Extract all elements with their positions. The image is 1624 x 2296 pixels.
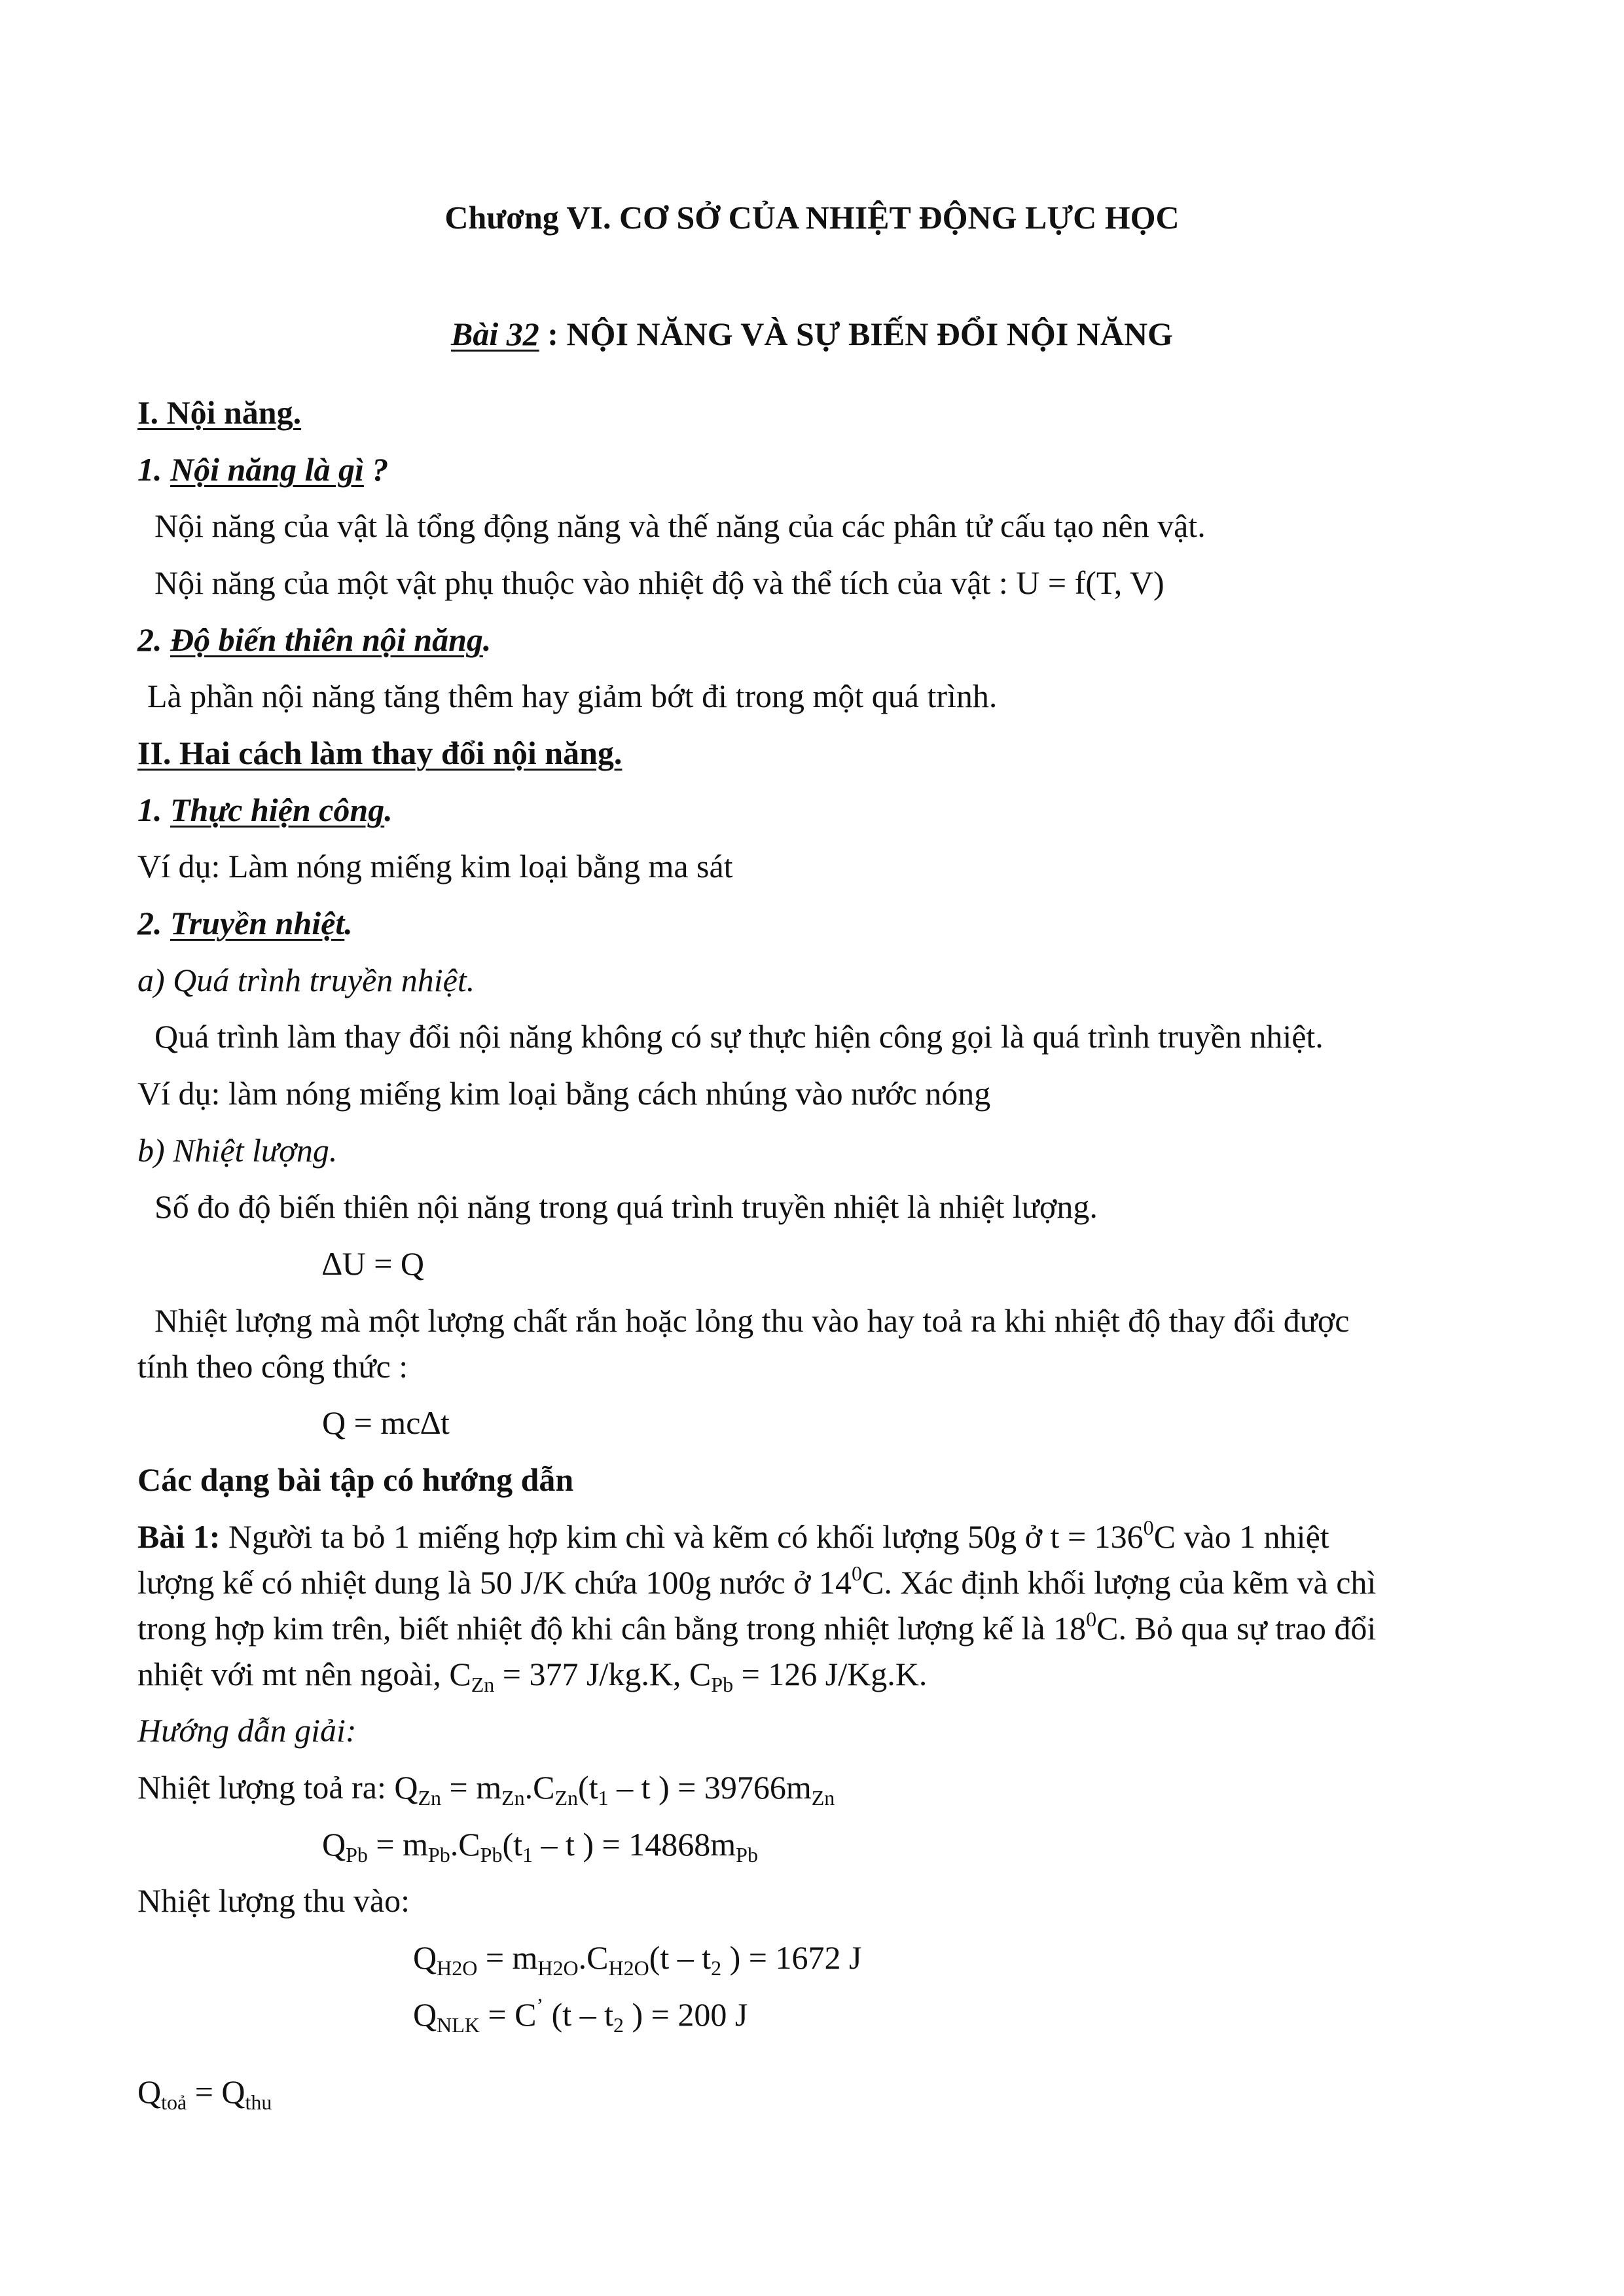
subscript: Pb [346, 1843, 368, 1867]
exercises-heading: Các dạng bài tập có hướng dẫn [137, 1461, 574, 1498]
section-1-heading: I. Nội năng. [137, 394, 302, 431]
text-run: lượng kế có nhiệt dung là 50 J/K chứa 100g nước ở 14 [137, 1564, 852, 1601]
subscript: Zn [501, 1786, 525, 1810]
subheading-num: 2. [137, 621, 170, 658]
subscript: toả [161, 2090, 187, 2114]
section-2-heading: II. Hai cách làm thay đổi nội năng. [137, 735, 623, 771]
text-run: = m [477, 1939, 538, 1976]
subscript: Pb [428, 1843, 450, 1867]
equation-q-pb [322, 1825, 758, 1867]
subheading-title: Độ biến thiên nội năng [170, 621, 483, 658]
subscript: Zn [554, 1786, 579, 1810]
subscript: 2 [613, 2013, 624, 2037]
subheading-1-1 [137, 450, 388, 489]
superscript: 0 [1086, 1607, 1097, 1631]
subheading-tail: ? [363, 451, 389, 488]
equation-q-mct: Q = mc∆t [322, 1404, 450, 1441]
subheading-1-2 [137, 620, 491, 659]
heat-quantity-def: Số đo độ biến thiên nội năng trong quá trình truyền nhiệt là nhiệt lượng. [154, 1188, 1098, 1225]
text-run: = C [479, 1996, 537, 2033]
superscript: 0 [1143, 1516, 1154, 1539]
heat-absorbed-label: Nhiệt lượng thu vào: [137, 1882, 410, 1919]
subscript: 1 [522, 1843, 533, 1867]
equation-heat-balance [137, 2072, 272, 2114]
subscript: 1 [598, 1786, 609, 1810]
text-run: Q [413, 1939, 437, 1976]
subscript: H2O [537, 1956, 579, 1980]
text-run: nhiệt với mt nên ngoài, C [137, 1656, 471, 1692]
superscript: ’ [536, 1994, 544, 2017]
exercise-1-line4 [137, 1654, 927, 1694]
text-run: (t [578, 1769, 598, 1806]
text-run: = m [367, 1826, 428, 1863]
text-run: Q [322, 1826, 346, 1863]
text-run: Người ta bỏ 1 miếng hợp kim chì và kẽm có khối lượng 50g ở t = 136 [220, 1518, 1144, 1555]
subheading-2-1 [137, 790, 393, 829]
text-run: C vào 1 nhiệt [1153, 1518, 1329, 1555]
equation-delta-u: ∆U = Q [322, 1245, 425, 1282]
example-heat-transfer: Ví dụ: làm nóng miếng kim loại bằng cách nhúng vào nước nóng [137, 1075, 991, 1112]
subheading-title: Thực hiện công [170, 792, 385, 828]
text-run: .C [450, 1826, 480, 1863]
heat-quantity-title: b) Nhiệt lượng. [137, 1132, 338, 1169]
subheading-num: 1. [137, 792, 170, 828]
subscript: Zn [418, 1786, 441, 1810]
equation-q-nlk [413, 1994, 748, 2037]
text-run: (t – t [543, 1996, 614, 2033]
text-run: C. Bỏ qua sự trao đổi [1096, 1610, 1377, 1647]
subheading-num: 2. [137, 905, 170, 941]
text-run: (t [502, 1826, 522, 1863]
text-run: = 377 J/kg.K, C [494, 1656, 712, 1692]
subscript: H2O [437, 1956, 478, 1980]
subscript: Pb [736, 1843, 758, 1867]
exercise-1-line2 [137, 1563, 1376, 1602]
paragraph-internal-energy-depends: Nội năng của một vật phụ thuộc vào nhiệt độ và thể tích của vật : U = f(T, V) [154, 564, 1164, 601]
heat-transfer-process-title: a) Quá trình truyền nhiệt. [137, 962, 475, 998]
paragraph-variation-def: Là phần nội năng tăng thêm hay giảm bớt đi trong một quá trình. [147, 678, 998, 714]
lesson-sep: : [539, 316, 567, 352]
subheading-title: Nội năng là gì [170, 451, 364, 488]
text-run: = 126 J/Kg.K. [733, 1656, 928, 1692]
text-run: .C [578, 1939, 609, 1976]
text-run: Q [137, 2073, 162, 2110]
subscript: NLK [437, 2013, 480, 2037]
text-run: = Q [187, 2073, 245, 2110]
chapter-title: Chương VI. CƠ SỞ CỦA NHIỆT ĐỘNG LỰC HỌC [444, 199, 1180, 236]
text-run: – t ) = 39766m [608, 1769, 812, 1806]
subheading-tail: . [384, 792, 393, 828]
heat-formula-text-line2: tính theo công thức : [137, 1348, 408, 1385]
subheading-title: Truyền nhiệt [170, 905, 345, 941]
subheading-tail: . [344, 905, 353, 941]
exercise-1-line1 [137, 1517, 1329, 1556]
heat-released-label: Nhiệt lượng toả ra: [137, 1769, 395, 1806]
lesson-label: Bài 32 [451, 316, 539, 352]
text-run: – t ) = 14868m [533, 1826, 736, 1863]
subscript: Pb [480, 1843, 503, 1867]
exercise-1-label: Bài 1: [137, 1518, 221, 1555]
paragraph-internal-energy-def: Nội năng của vật là tổng động năng và thế năng của các phân tử cấu tạo nên vật. [154, 507, 1206, 544]
example-work: Ví dụ: Làm nóng miếng kim loại bằng ma sát [137, 848, 733, 884]
subheading-num: 1. [137, 451, 170, 488]
subscript: Zn [811, 1786, 835, 1810]
text-run: ) = 200 J [624, 1996, 748, 2033]
exercise-1-line3 [137, 1609, 1376, 1648]
subscript: Pb [711, 1673, 734, 1696]
subheading-2-2 [137, 903, 353, 943]
text-run: (t – t [649, 1939, 712, 1976]
text-run: ) = 1672 J [721, 1939, 862, 1976]
heat-formula-text-line1: Nhiệt lượng mà một lượng chất rắn hoặc lỏng thu vào hay toả ra khi nhiệt độ thay đổi được [154, 1302, 1350, 1339]
lesson-name: NỘI NĂNG VÀ SỰ BIẾN ĐỔI NỘI NĂNG [566, 316, 1173, 352]
heat-transfer-process-def: Quá trình làm thay đổi nội năng không có sự thực hiện công gọi là quá trình truyền nhiệt. [154, 1018, 1324, 1055]
solution-guide-label: Hướng dẫn giải: [137, 1712, 357, 1749]
subheading-tail: . [482, 621, 492, 658]
lesson-title [0, 314, 1624, 354]
equation-q-h2o [413, 1938, 862, 1980]
subscript: 2 [711, 1956, 722, 1980]
subscript: thu [245, 2090, 272, 2114]
subscript: Zn [471, 1673, 495, 1696]
text-run: Q [413, 1996, 437, 2033]
text-run: trong hợp kim trên, biết nhiệt độ khi cân bằng trong nhiệt lượng kế là 18 [137, 1610, 1087, 1647]
text-run: C. Xác định khối lượng của kẽm và chì [862, 1564, 1377, 1601]
text-run: = m [441, 1769, 502, 1806]
subscript: H2O [608, 1956, 649, 1980]
text-run: .C [524, 1769, 555, 1806]
equation-q-zn [137, 1768, 835, 1810]
text-run: Q [394, 1769, 418, 1806]
superscript: 0 [852, 1561, 862, 1585]
